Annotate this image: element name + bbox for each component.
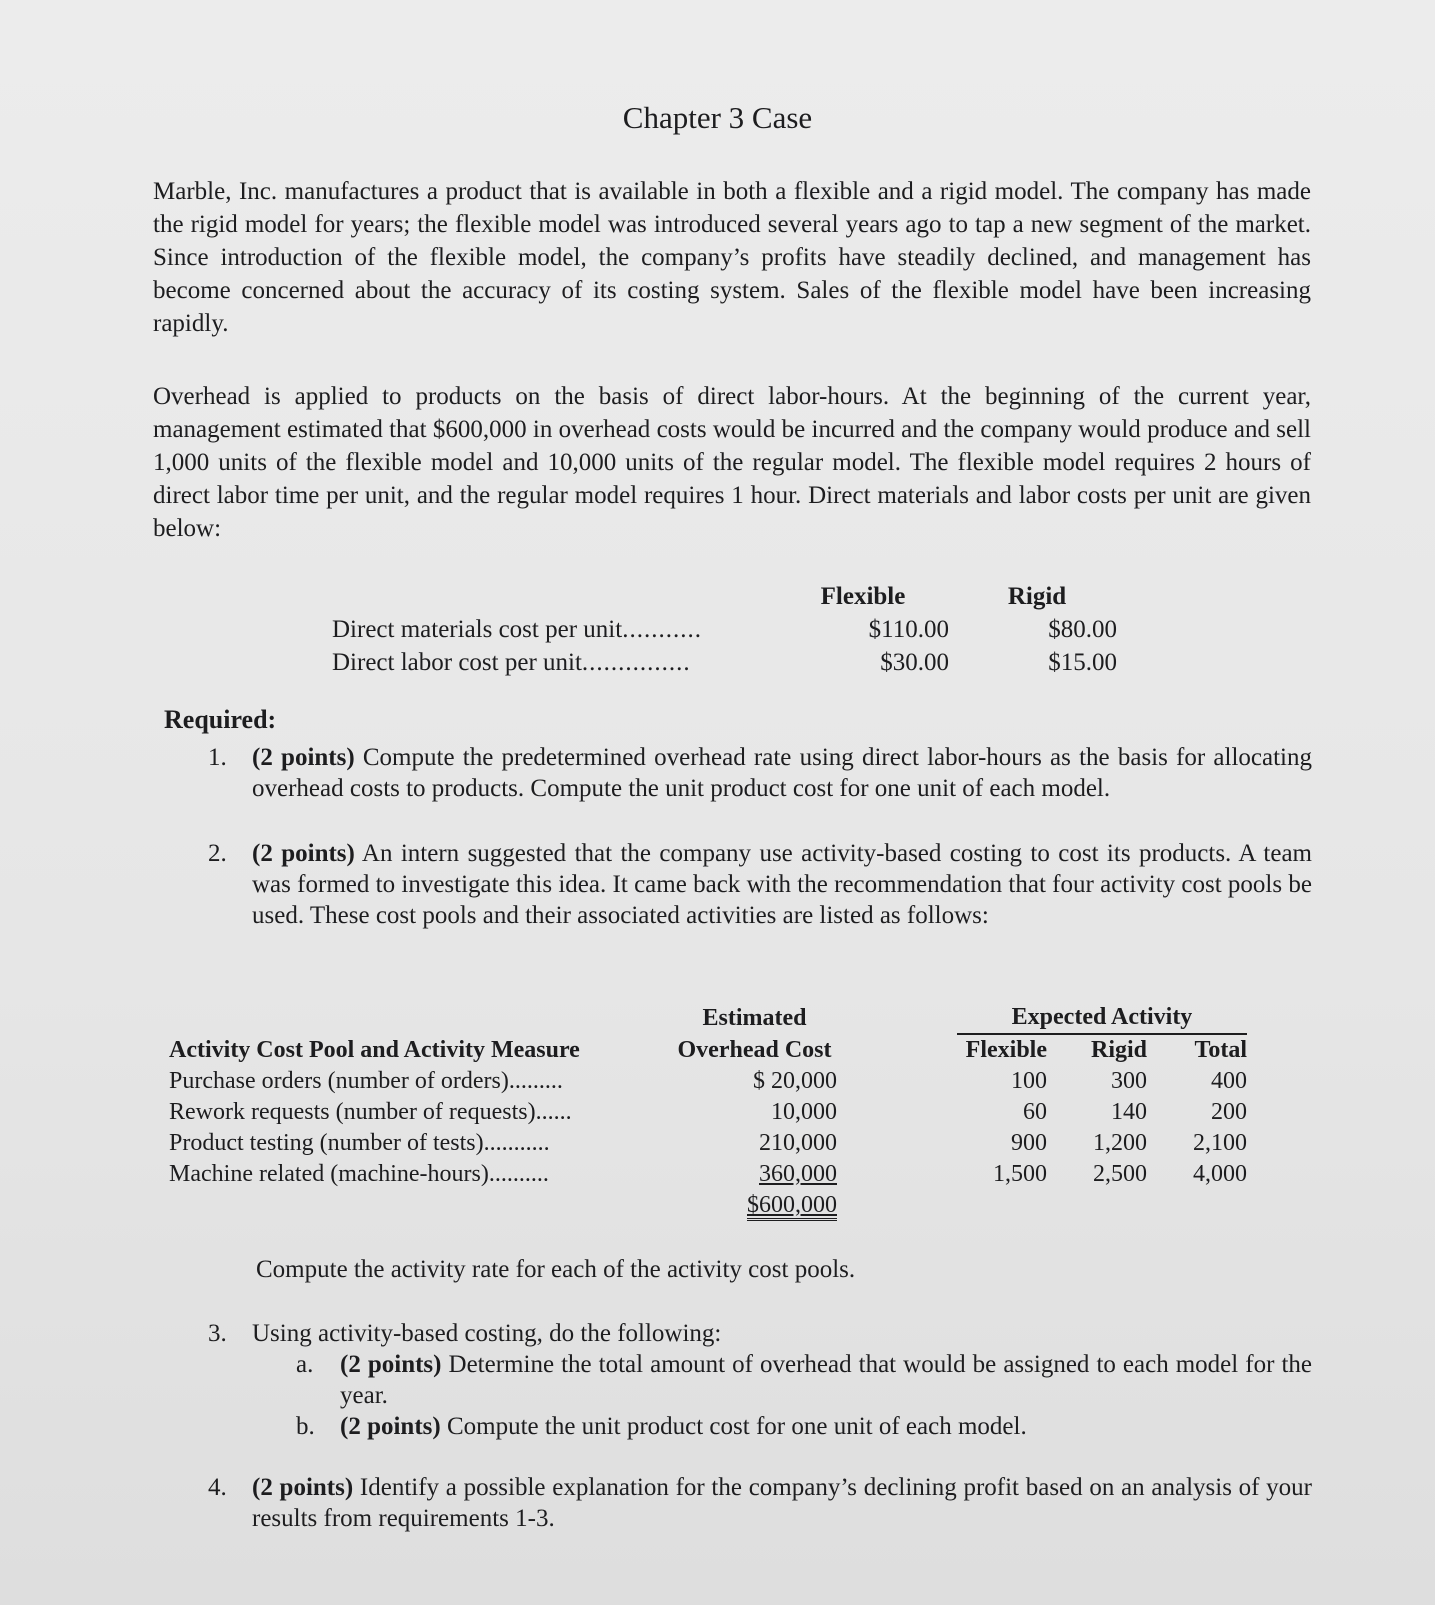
item-text: An intern suggested that the company use activity-based costing to cost its products. A team was formed to investigate this idea. It came back with the recommendation that four activity cost pools be used. These cost pools and their associated activities are listed as follows: bbox=[252, 840, 1312, 929]
item-number: 1. bbox=[208, 744, 227, 771]
header-rigid: Rigid bbox=[1090, 1037, 1147, 1063]
item-text: Using activity-based costing, do the following: bbox=[252, 1320, 722, 1347]
abc-header-gap bbox=[847, 1034, 957, 1066]
item-number: 3. bbox=[208, 1320, 227, 1347]
rigid-activity: 140 bbox=[1111, 1099, 1147, 1125]
activity-cell bbox=[169, 1128, 672, 1159]
activity-cell bbox=[169, 1097, 672, 1128]
dot-leader: .......... bbox=[488, 1161, 549, 1187]
overhead-cost bbox=[672, 1159, 847, 1190]
points-label: (2 points) bbox=[252, 840, 355, 867]
points-label: (2 points) bbox=[340, 1413, 441, 1440]
gap-cell bbox=[847, 1066, 957, 1097]
abc-header-row-1 bbox=[169, 1002, 1247, 1034]
points-label: (2 points) bbox=[252, 744, 355, 771]
overhead-paragraph: Overhead is applied to products on the basis of direct labor-hours. At the beginning of the current year, management estimated that $600,000 in overhead costs would be incurred and the company would produce and sell 1,000 units of the flexible model and 10,000 units of the regular model. The flexible model requires 2 hours of direct labor time per unit, and the regular model requires 1 hour. Direct materials and labor costs per unit are given below: bbox=[153, 383, 1311, 542]
row-label: Direct materials cost per unit bbox=[332, 615, 623, 643]
gap-cell bbox=[847, 1128, 957, 1159]
activity-label: Purchase orders (number of orders) bbox=[169, 1068, 509, 1094]
activity-label: Machine related (machine-hours) bbox=[169, 1161, 489, 1187]
total-row bbox=[169, 1190, 1247, 1221]
flexible-activity: 60 bbox=[1023, 1099, 1047, 1125]
requirement-2 bbox=[164, 838, 1312, 931]
total-activity: 200 bbox=[1211, 1099, 1247, 1125]
header-estimated: Estimated bbox=[702, 1004, 807, 1031]
item-text: Identify a possible explanation for the company’s declining profit based on an analysis of your results from requirements 1-3. bbox=[252, 1474, 1313, 1532]
blank-cell bbox=[1047, 1190, 1147, 1221]
overhead-cost: 210,000 bbox=[759, 1130, 837, 1156]
header-activity-measure: Activity Cost Pool and Activity Measure bbox=[169, 1036, 580, 1063]
header-total: Total bbox=[1194, 1037, 1247, 1063]
list-item bbox=[164, 1318, 1312, 1442]
overhead-cost: 10,000 bbox=[771, 1099, 837, 1125]
activity-cell bbox=[169, 1066, 672, 1097]
direct-cost-header-blank bbox=[332, 580, 777, 613]
dot-leader: ........... bbox=[622, 615, 702, 643]
flexible-activity: 100 bbox=[1011, 1068, 1047, 1094]
direct-cost-header-row bbox=[332, 580, 1117, 613]
points-label: (2 points) bbox=[252, 1474, 354, 1501]
dot-leader: ......... bbox=[508, 1068, 563, 1094]
item-text: Compute the unit product cost for one unit of each model. bbox=[440, 1413, 1027, 1440]
page-title: Chapter 3 Case bbox=[622, 100, 813, 135]
requirement-1 bbox=[164, 742, 1312, 804]
table-row bbox=[332, 613, 1117, 646]
abc-header-row-2 bbox=[169, 1034, 1247, 1066]
abc-header-gap bbox=[847, 1002, 957, 1034]
item-letter: a. bbox=[296, 1351, 314, 1378]
abc-header-blank bbox=[169, 1002, 672, 1034]
points-label: (2 points) bbox=[340, 1351, 442, 1378]
table-row bbox=[169, 1128, 1247, 1159]
total-overhead-cost: $600,000 bbox=[747, 1192, 837, 1221]
list-item bbox=[164, 838, 1312, 931]
total-activity: 400 bbox=[1211, 1068, 1247, 1094]
direct-cost-table bbox=[332, 580, 1117, 679]
blank-cell bbox=[1147, 1190, 1247, 1221]
overhead-cost-value: 360,000 bbox=[759, 1161, 837, 1187]
header-flexible: Flexible bbox=[965, 1037, 1047, 1063]
gap-cell bbox=[847, 1159, 957, 1190]
item-number: 4. bbox=[208, 1474, 227, 1501]
requirement-3-sublist bbox=[252, 1349, 1312, 1442]
rigid-activity: 2,500 bbox=[1093, 1161, 1147, 1187]
total-overhead-cell bbox=[672, 1190, 847, 1221]
rigid-activity: 300 bbox=[1111, 1068, 1147, 1094]
header-expected-activity: Expected Activity bbox=[957, 1002, 1247, 1034]
activity-label: Rework requests (number of requests) bbox=[169, 1099, 536, 1125]
dot-leader: ...... bbox=[535, 1099, 572, 1125]
direct-materials-flexible: $110.00 bbox=[868, 615, 949, 643]
list-item bbox=[252, 1349, 1312, 1411]
total-activity: 2,100 bbox=[1193, 1130, 1247, 1156]
activity-cell bbox=[169, 1159, 672, 1190]
blank-cell bbox=[957, 1190, 1047, 1221]
direct-labor-rigid: $15.00 bbox=[1048, 648, 1117, 676]
table-row bbox=[169, 1097, 1247, 1128]
total-label-blank bbox=[169, 1190, 672, 1221]
direct-labor-flexible: $30.00 bbox=[880, 648, 949, 676]
table-row bbox=[169, 1159, 1247, 1190]
activity-cost-pool-table bbox=[169, 1002, 1247, 1221]
table-row bbox=[332, 646, 1117, 679]
intro-paragraph: Marble, Inc. manufactures a product that is available in both a flexible and a rigid model. The company has made the rigid model for years; the flexible model was introduced several years ago to tap a new segment of the market. Since introduction of the flexible model, the company’s profits have steadily declined, and management has become concerned about the accuracy of its costing system. Sales of the flexible model have been increasing rapidly. bbox=[153, 178, 1311, 337]
requirement-4 bbox=[164, 1472, 1312, 1534]
direct-cost-header-rigid: Rigid bbox=[1007, 582, 1067, 610]
direct-materials-rigid: $80.00 bbox=[1048, 615, 1117, 643]
overhead-cost: $ 20,000 bbox=[753, 1068, 837, 1094]
list-item bbox=[164, 1472, 1312, 1534]
item-letter: b. bbox=[296, 1413, 315, 1440]
gap-cell bbox=[847, 1097, 957, 1128]
row-label: Direct labor cost per unit bbox=[332, 648, 582, 676]
item-text: Compute the predetermined overhead rate using direct labor-hours as the basis for allocating overhead costs to products. Compute the unit product cost for one unit of each model. bbox=[252, 744, 1312, 802]
item-number: 2. bbox=[208, 840, 227, 867]
rigid-activity: 1,200 bbox=[1093, 1130, 1147, 1156]
flexible-activity: 1,500 bbox=[993, 1161, 1047, 1187]
item-text: Determine the total amount of overhead that would be assigned to each model for the year. bbox=[340, 1351, 1312, 1409]
required-heading: Required: bbox=[164, 705, 277, 734]
dot-leader: ............... bbox=[581, 648, 691, 676]
requirement-3 bbox=[164, 1318, 1312, 1442]
gap-cell bbox=[847, 1190, 957, 1221]
compute-activity-rate-text: Compute the activity rate for each of the activity cost pools. bbox=[256, 1256, 856, 1283]
flexible-activity: 900 bbox=[1011, 1130, 1047, 1156]
dot-leader: ........... bbox=[483, 1130, 550, 1156]
direct-materials-label-cell bbox=[332, 613, 777, 646]
activity-label: Product testing (number of tests) bbox=[169, 1130, 484, 1156]
header-overhead-cost: Overhead Cost bbox=[677, 1036, 832, 1063]
direct-cost-header-flexible: Flexible bbox=[820, 582, 906, 610]
list-item bbox=[252, 1411, 1312, 1442]
table-row bbox=[169, 1066, 1247, 1097]
total-activity: 4,000 bbox=[1193, 1161, 1247, 1187]
list-item bbox=[164, 742, 1312, 804]
direct-labor-label-cell bbox=[332, 646, 777, 679]
